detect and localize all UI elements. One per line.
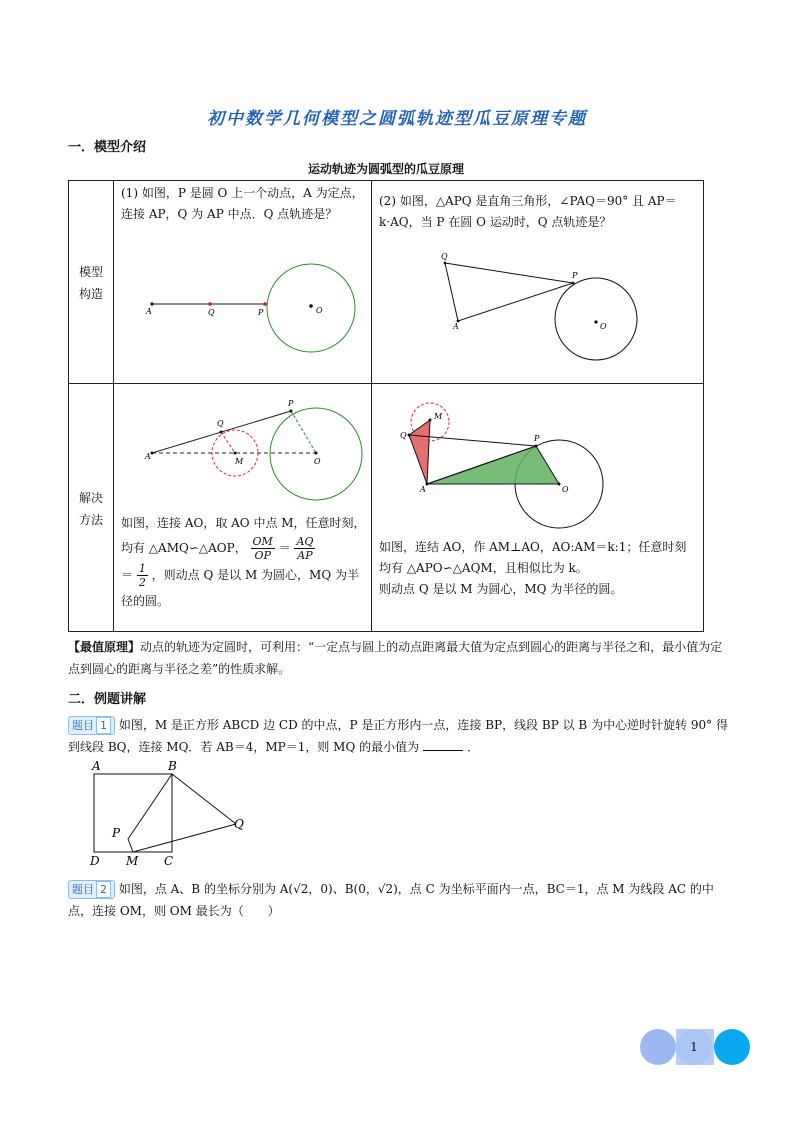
figure-2 [373,247,703,381]
label-P: P [572,271,578,280]
label-M: M [434,412,443,421]
table-caption: 运动轨迹为圆弧型的瓜豆原理 [307,162,464,176]
label-A: A [420,485,426,494]
problem-tag: 题目 1 [68,716,115,735]
label-O: O [562,485,569,494]
cell1-text: (1) 如图，P 是圆 O 上一个动点，A 为定点，连接 AP，Q 为 AP 中点．Q 点轨迹是？ [121,186,364,221]
label-Q: Q [208,308,215,317]
figure-problem-1 [84,758,264,868]
fraction-aq-ap: $\frac{AQ}{AP}$ [296,535,314,562]
principle-label: 【最值原理】 [68,640,141,654]
label-O: O [314,457,321,466]
label-Q: Q [217,419,224,428]
model-table [68,180,704,632]
label-C: C [164,854,174,868]
label-Q: Q [441,252,448,261]
figure-4 [373,391,703,531]
label-Q: Q [234,817,244,831]
label-O: O [600,322,607,331]
label-P: P [112,826,121,840]
label-Q: Q [400,431,407,440]
label-M: M [235,457,244,466]
label-A: A [453,322,459,331]
section-heading-model: 一．模型介绍 [68,140,147,155]
label-O: O [316,306,323,315]
label-A: A [145,452,151,461]
section-heading-examples: 二．例题讲解 [68,692,147,707]
fraction-om-op: $\frac{OM}{OP}$ [252,535,273,562]
cell3-text: 如图，连接 AO，取 AO 中点 M，任意时刻，均有 △AMQ∽△AOP， $\frac{OM}{OP}$ ＝ $\frac{AQ}{AP}$ ＝ $\frac{1}{2}$ ，则动点 Q 是以 M 为圆心，MQ 为半径的圆。 [121,516,366,608]
page-title: 初中数学几何模型之圆弧轨迹型瓜豆原理专题 [207,109,587,129]
principle-paragraph: 【最值原理】动点的轨迹为定圆时，可利用：“一定点与圆上的动点距离最大值为定点到圆心的距离与半径之和，最小值为定点到圆心的距离与半径之差”的性质求解。 [68,640,723,676]
problem-1: 题目 1 如图，M 是正方形 ABCD 边 CD 的中点，P 是正方形内一点，连接 BP，线段 BP 以 B 为中心逆时针旋转 90° 得到线段 BQ，连接 MQ．若 AB＝4，MP＝1，则 MQ 的最小值为 ． [68,718,728,754]
page-number-badge [640,1029,750,1065]
problem-tag: 题目 2 [68,880,115,899]
answer-blank [423,750,463,751]
cell2-text: (2) 如图，△APQ 是直角三角形，∠PAQ＝90° 且 AP＝k·AQ，当 P 在圆 O 运动时，Q 点轨迹是？ [379,194,677,229]
figure-1 [115,251,369,383]
label-A: A [146,307,152,316]
label-D: D [90,854,100,868]
cell4-text: 如图，连结 AO，作 AM⊥AO，AO:AM＝k:1；任意时刻均有 △APO∽△AQM，且相似比为 k。 则动点 Q 是以 M 为圆心，MQ 为半径的圆。 [379,540,687,596]
row-label-model: 模型构造 [78,265,103,301]
label-P: P [288,399,294,408]
row-label-method: 解决方法 [78,491,103,527]
problem-2: 题目 2 如图，点 A、B 的坐标分别为 A(√2，0)、B(0，√2)，点 C 为坐标平面内一点，BC＝1，点 M 为线段 AC 的中点，连接 OM，则 OM 最长为（ ） [68,882,714,918]
label-P: P [534,434,540,443]
page-number: 1 [676,1029,712,1065]
figure-3 [115,391,369,507]
fraction-one-half: $\frac{1}{2}$ [138,562,146,589]
label-M: M [126,854,139,868]
label-B: B [168,759,177,773]
label-A: A [92,759,101,773]
label-P: P [258,308,264,317]
